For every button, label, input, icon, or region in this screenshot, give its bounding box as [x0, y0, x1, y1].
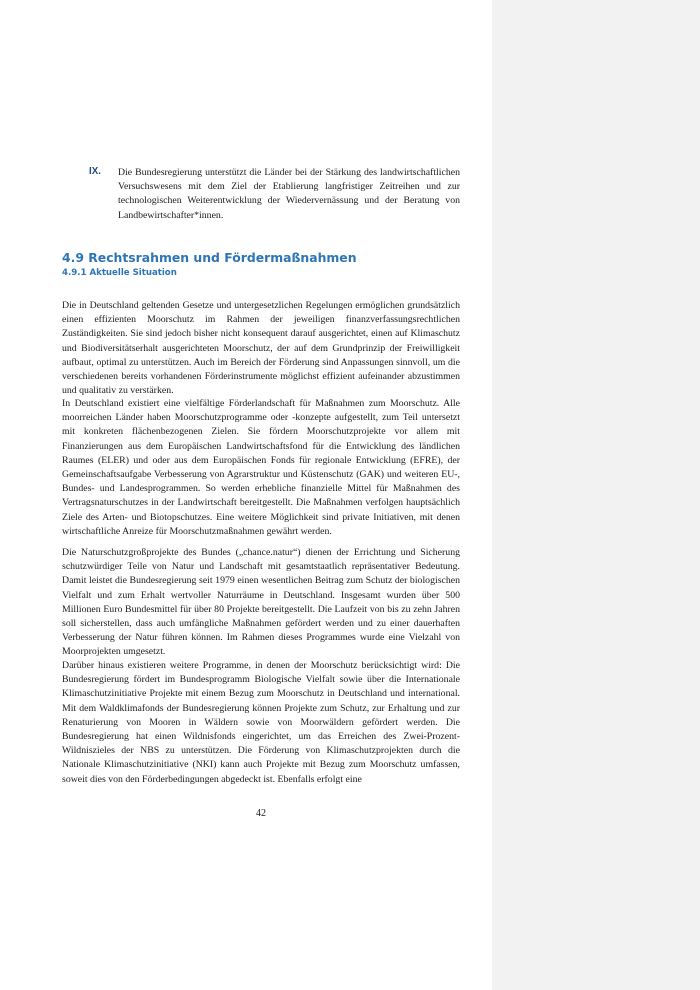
list-item-text: Die Bundesregierung unterstützt die Länder bei der Stärkung des landwirtschaftlichen Versuchswesens mit dem Ziel der Etablierung langfristiger Zeitreihen und zur technologischen Weiterentwicklung der Wiedervernässung und der Beratung von Landbewirtschafter*innen. [118, 167, 460, 221]
paragraph-text: Darüber hinaus existieren weitere Programme, in denen der Moorschutz berücksichtigt wird: Die Bundesregierung fördert im Bundesprogramm Biologische Vielfalt sowie über die Internationale Klimaschutzinitiative Projekte mit einem Bezug zum Moorschutz in Deutschland und international. Mit dem Waldklimafonds der Bundesregierung können Projekte zum Schutz, zur Erhaltung und zur Renaturierung von Mooren in Wäldern sowie von Moorwäldern gefördert werden. Die Bundesregierung hat einen Wildnisfonds eingerichtet, um das Erreichen des Zwei-Prozent-Wildniszieles der NBS zu unterstützen. Die Förderung von Klimaschutzprojekten durch die Nationale Klimaschutzinitiative (NKI) kann auch Projekte mit Bezug zum Moorschutz umfassen, soweit dies von den Förderbedingungen abgedeckt ist. Ebenfalls erfolgt eine [62, 660, 460, 785]
section-heading: 4.9 Rechtsrahmen und Fördermaßnahmen [62, 250, 357, 265]
paragraph-text: In Deutschland existiert eine vielfältige Förderlandschaft für Maßnahmen zum Moorschutz. Alle moorreichen Länder haben Moorschutzprogramme oder -konzepte aufgestellt, zum Teil untersetzt mit konkreten flächenbezogenen Zielen. Sie fördern Moorschutzprojekte vor allem mit Finanzierungen aus dem Europäischen Landwirtschaftsfond für die Entwicklung des ländlichen Raumes (ELER) und oder aus dem Europäischen Fonds für regionale Entwicklung (EFRE), der Gemeinschaftsaufgabe Verbesserung von Agrarstruktur und Küstenschutz (GAK) und weiteren EU-, Bundes- und Landesprogrammen. So werden erhebliche finanzielle Mittel für Maßnahmen des Vertragsnaturschutzes in der Landwirtschaft bereitgestellt. Die Maßnahmen verfolgen hauptsächlich Ziele des Arten- und Biotopschutzes. Eine weitere Möglichkeit sind private Initiativen, mit denen wirtschaftliche Anreize für Moorschutzmaßnahmen gewährt werden. [62, 398, 460, 537]
paragraph-text: Die in Deutschland geltenden Gesetze und untergesetzlichen Regelungen ermöglichen grundsätzlich einen effizienten Moorschutz im Rahmen der jeweiligen finanzverfassungsrechtlichen Zuständigkeiten. Sie sind jedoch bisher nicht konsequent darauf ausgerichtet, einen auf Klimaschutz und Biodiversitätserhalt ausgerichteten Moorschutz, der auf dem Grundprinzip der Freiwilligkeit aufbaut, optimal zu unterstützen. Auch im Bereich der Förderung sind Anpassungen sinnvoll, um die verschiedenen bereits vorhandenen Förderinstrumente möglichst effizient aufeinander abzustimmen und qualitativ zu verstärken. [62, 300, 460, 397]
paragraph-text: Die Naturschutzgroßprojekte des Bundes („chance.natur“) dienen der Errichtung und Sicherung schutzwürdiger Teile von Natur und Landschaft mit gesamtstaatlich repräsentativer Bedeutung. Damit leistet die Bundesregierung seit 1979 einen wesentlichen Beitrag zum Schutz der biologischen Vielfalt und zum Erhalt wertvoller Naturräume in Deutschland. Insgesamt wurden über 500 Millionen Euro Bundesmittel für über 80 Projekte bereitgestellt. Die Laufzeit von bis zu zehn Jahren soll sicherstellen, dass auch umfängliche Maßnahmen gefördert werden und zu einer dauerhaften Verbesserung der Natur führen können. Im Rahmen dieses Programmes wurde eine Vielzahl von Moorprojekten umgesetzt. [62, 547, 460, 658]
paragraph-4 [62, 659, 460, 787]
paragraph-3 [62, 546, 460, 660]
paragraph-2 [62, 397, 460, 539]
list-number: IX. [89, 166, 101, 177]
paragraph-1 [62, 299, 460, 398]
comment-margin-pane [492, 0, 700, 990]
page-number: 42 [256, 808, 266, 819]
subsection-heading: 4.9.1 Aktuelle Situation [62, 268, 177, 278]
